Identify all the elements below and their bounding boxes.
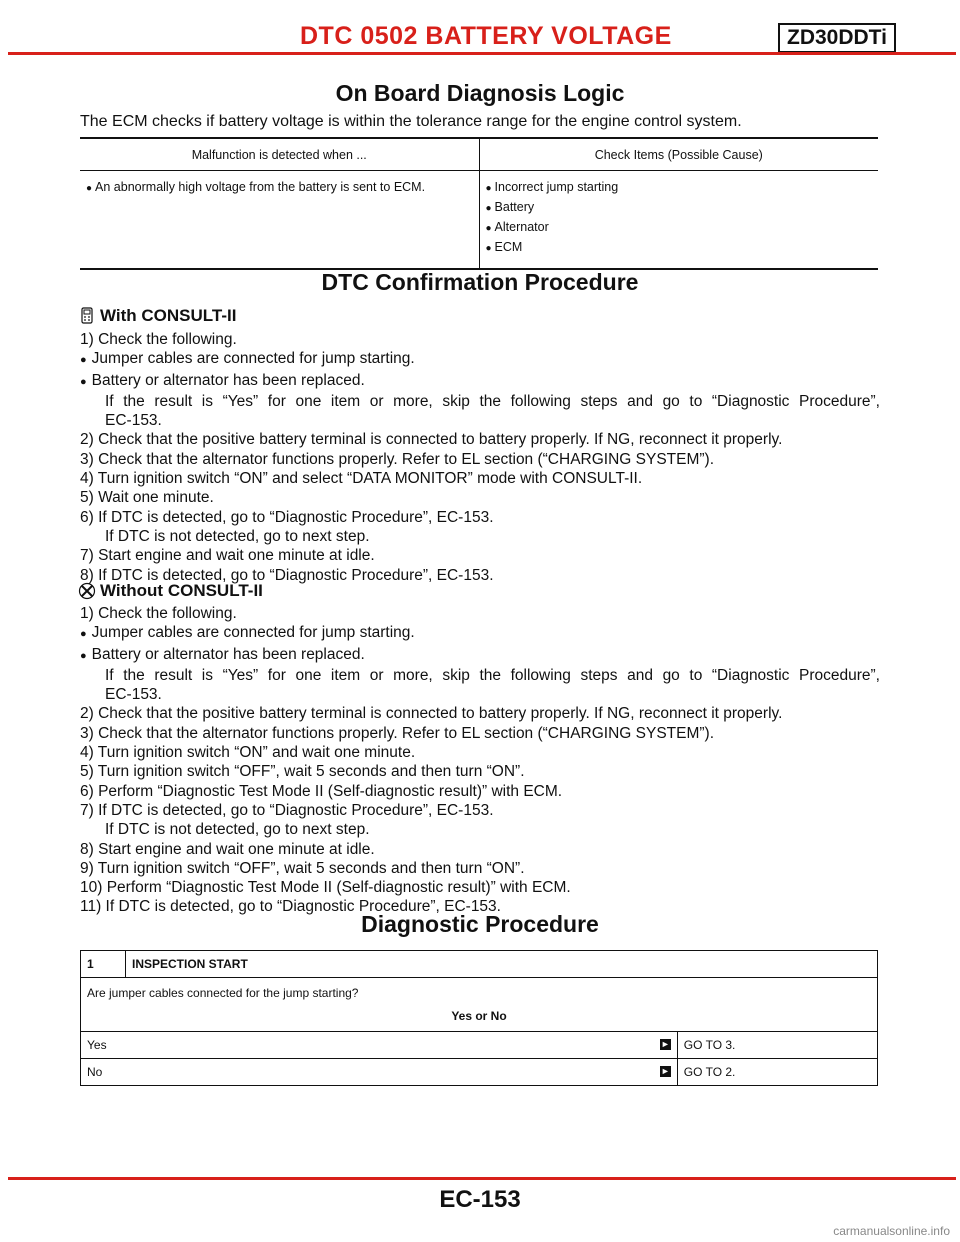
diag-table [80, 950, 878, 1086]
step: 1) Check the following. [80, 605, 237, 622]
step: 10) Perform “Diagnostic Test Mode II (Self-diagnostic result)” with ECM. [80, 879, 571, 897]
go-arrow-icon: ► [660, 1039, 670, 1049]
cause-item: Battery [494, 200, 535, 214]
step-note: If DTC is not detected, go to next step. [105, 821, 370, 839]
step-bullet: ● Jumper cables are connected for jump starting. [80, 624, 415, 642]
bullet-icon: ● [485, 183, 492, 194]
with-consult-heading [80, 306, 236, 326]
bullet-icon: ● [485, 203, 492, 214]
step: 3) Check that the alternator functions properly. Refer to EL section (“CHARGING SYSTEM”). [80, 724, 715, 742]
step: 9) Turn ignition switch “OFF”, wait 5 seconds and then turn “ON”. [80, 859, 525, 877]
logic-intro: The ECM checks if battery voltage is within the tolerance range for the engine control system. [80, 113, 742, 130]
step-bullet: ● Battery or alternator has been replaced. [80, 645, 365, 663]
step-bullet: ● Jumper cables are connected for jump starting. [80, 350, 415, 368]
without-consult-steps [80, 604, 880, 917]
footer-rule [8, 1177, 956, 1180]
consult-tester-icon [78, 307, 96, 325]
step: 4) Turn ignition switch “ON” and wait one minute. [80, 744, 416, 762]
diag-step-title: INSPECTION START [126, 951, 878, 978]
bullet-icon: ● [80, 649, 87, 662]
step: 8) If DTC is detected, go to “Diagnostic Procedure”, EC-153. [80, 566, 494, 584]
model-badge: ZD30DDTi [778, 23, 896, 53]
diag-row-yes-label: Yes ► [81, 1032, 678, 1059]
page-number: EC-153 [439, 1186, 521, 1213]
step: 3) Check that the alternator functions properly. Refer to EL section (“CHARGING SYSTEM”). [80, 450, 715, 468]
diag-step-number: 1 [81, 951, 126, 978]
logic-col-malfunction-header: Malfunction is detected when ... [80, 138, 479, 171]
step: 5) Wait one minute. [80, 489, 214, 507]
cause-item: ECM [494, 240, 523, 254]
step-note: EC-153. [105, 686, 162, 704]
step: 1) Check the following. [80, 331, 237, 348]
diag-row-yes-action: GO TO 3. [677, 1032, 877, 1059]
bullet-icon: ● [86, 183, 93, 194]
no-tools-icon [78, 582, 96, 600]
without-consult-heading [80, 581, 263, 601]
step: 11) If DTC is detected, go to “Diagnostic Procedure”, EC-153. [80, 898, 501, 916]
step-note: EC-153. [105, 412, 162, 430]
step-bullet: ● Battery or alternator has been replaced. [80, 371, 365, 389]
bullet-icon: ● [80, 628, 87, 641]
diag-question-cell [81, 978, 878, 1032]
logic-malfunction-cell [80, 171, 479, 270]
step: 2) Check that the positive battery terminal is connected to battery properly. If NG, reconnect it properly. [80, 705, 783, 723]
go-arrow-icon: ► [660, 1066, 670, 1076]
section-title-confirm: DTC Confirmation Procedure [321, 269, 639, 295]
malfunction-text: An abnormally high voltage from the battery is sent to ECM. [95, 180, 426, 194]
bullet-icon: ● [80, 354, 87, 367]
step: 7) If DTC is detected, go to “Diagnostic Procedure”, EC-153. [80, 801, 494, 819]
without-consult-title: Without CONSULT-II [100, 581, 263, 600]
diag-answer-label: Yes or No [451, 1009, 507, 1023]
bullet-icon: ● [485, 243, 492, 254]
logic-col-causes-header: Check Items (Possible Cause) [479, 138, 878, 171]
cause-item: Alternator [494, 220, 549, 234]
step: 6) If DTC is detected, go to “Diagnostic Procedure”, EC-153. [80, 508, 494, 526]
step: 6) Perform “Diagnostic Test Mode II (Self-diagnostic result)” with ECM. [80, 782, 563, 800]
step-note: If the result is “Yes” for one item or more, skip the following steps and go to “Diagnostic Procedure”, [105, 392, 880, 410]
logic-table [80, 137, 878, 270]
step: 2) Check that the positive battery terminal is connected to battery properly. If NG, reconnect it properly. [80, 431, 783, 449]
bullet-icon: ● [80, 375, 87, 388]
diag-row-no-label: No ► [81, 1059, 678, 1086]
with-consult-title: With CONSULT-II [100, 306, 237, 325]
step: 4) Turn ignition switch “ON” and select “DATA MONITOR” mode with CONSULT-II. [80, 470, 643, 488]
step-note: If DTC is not detected, go to next step. [105, 527, 370, 545]
step: 8) Start engine and wait one minute at idle. [80, 840, 375, 858]
diag-question: Are jumper cables connected for the jump starting? [87, 986, 359, 1000]
step-note: If the result is “Yes” for one item or more, skip the following steps and go to “Diagnostic Procedure”, [105, 666, 880, 684]
step: 7) Start engine and wait one minute at idle. [80, 547, 375, 565]
logic-causes-cell [479, 171, 878, 270]
section-title-diag: Diagnostic Procedure [361, 911, 599, 937]
header-title: DTC 0502 BATTERY VOLTAGE [300, 22, 672, 50]
cause-item: Incorrect jump starting [494, 180, 619, 194]
header-rule [8, 52, 956, 55]
step: 5) Turn ignition switch “OFF”, wait 5 seconds and then turn “ON”. [80, 763, 525, 781]
with-consult-steps [80, 330, 880, 585]
bullet-icon: ● [485, 223, 492, 234]
diag-row-no-action: GO TO 2. [677, 1059, 877, 1086]
watermark: carmanualsonline.info [833, 1224, 950, 1238]
section-title-logic: On Board Diagnosis Logic [335, 80, 625, 106]
